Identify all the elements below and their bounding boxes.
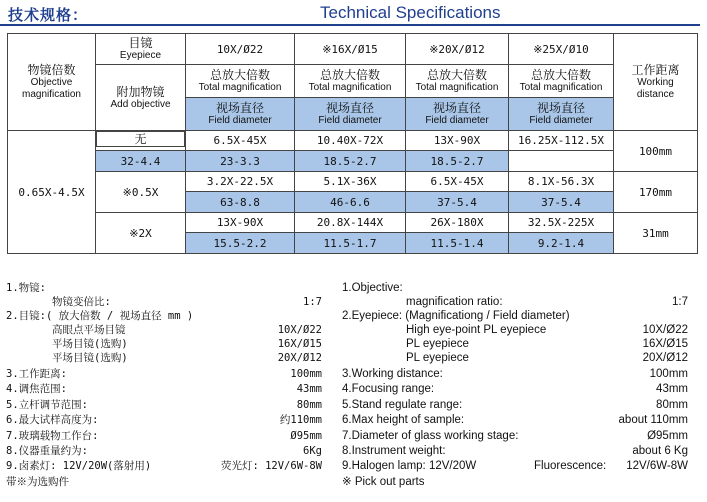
note-cn-label: 5.立杆调节范围: <box>6 399 88 411</box>
field-cell: 9.2-1.4 <box>509 233 614 254</box>
note-en-label: 4.Focusing range: <box>342 383 435 395</box>
mag-cell: 6.5X-45X <box>186 131 295 151</box>
note-cn-value: 荧光灯: 12V/6W-8W <box>220 460 322 472</box>
note-cn-value: 80mm <box>296 399 322 411</box>
note-cn-label: 6.最大试样高度为: <box>6 414 99 426</box>
note-cn-label: 9.卤素灯: 12V/20W(落射用) <box>6 460 152 472</box>
eyepiece-col-4: ※25X/Ø10 <box>509 34 614 65</box>
note-en-label: PL eyepiece <box>406 338 469 350</box>
mag-cell: 8.1X-56.3X <box>509 172 614 192</box>
note-cn-label: 平场目镜(选购) <box>52 338 128 350</box>
working-distance-value: 31mm <box>614 213 698 254</box>
field-diameter-header: 视场直径 Field diameter <box>295 98 406 131</box>
note-en-label: 1.Objective: <box>342 282 403 294</box>
objective-header: 物镜倍数 Objective magnification <box>8 34 96 131</box>
eyepiece-col-1: 10X/Ø22 <box>186 34 295 65</box>
total-mag-header: 总放大倍数 Total magnification <box>406 65 509 98</box>
note-cn-label: 1.物镜: <box>6 282 46 294</box>
mag-cell: 16.25X-112.5X <box>509 131 614 151</box>
note-en-label: 8.Instrument weight: <box>342 445 446 457</box>
field-cell: 37-5.4 <box>406 192 509 213</box>
field-cell: 23-3.3 <box>186 151 295 172</box>
note-cn-label: 物镜变倍比: <box>52 296 111 308</box>
note-en-label: magnification ratio: <box>406 296 503 308</box>
mag-cell: 32.5X-225X <box>509 213 614 233</box>
working-distance-value: 170mm <box>614 172 698 213</box>
total-mag-header: 总放大倍数 Total magnification <box>186 65 295 98</box>
note-en-label: ※ Pick out parts <box>342 476 425 488</box>
field-cell: 18.5-2.7 <box>295 151 406 172</box>
title-english: Technical Specifications <box>320 3 501 22</box>
field-cell: 11.5-1.4 <box>406 233 509 254</box>
total-mag-header: 总放大倍数 Total magnification <box>509 65 614 98</box>
note-en-value: 100mm <box>649 368 688 380</box>
working-distance-header: 工作距离 Working distance <box>614 34 698 131</box>
note-en-label: 5.Stand regulate range: <box>342 399 463 411</box>
title-underline <box>0 24 700 26</box>
note-en-label: Fluorescence: <box>534 460 607 472</box>
note-en-value: 16X/Ø15 <box>642 338 688 350</box>
note-en-label: 9.Halogen lamp: 12V/20W <box>342 460 477 472</box>
note-cn-value: 1:7 <box>303 296 322 308</box>
note-cn-value: 约110mm <box>279 414 322 426</box>
add-objective-2x: ※2X <box>96 213 186 254</box>
mag-cell: 26X-180X <box>406 213 509 233</box>
note-cn-label: 7.玻璃载物工作台: <box>6 430 99 442</box>
note-en-label: 6.Max height of sample: <box>342 414 465 426</box>
note-en-label: PL eyepiece <box>406 352 469 364</box>
note-en-value: 12V/6W-8W <box>626 460 688 472</box>
note-cn-value: 10X/Ø22 <box>277 324 322 336</box>
objective-range: 0.65X-4.5X <box>8 131 96 254</box>
mag-cell: 13X-90X <box>406 131 509 151</box>
mag-cell: 20.8X-144X <box>295 213 406 233</box>
field-diameter-header: 视场直径 Field diameter <box>509 98 614 131</box>
working-distance-value: 100mm <box>614 131 698 172</box>
note-en-value: 1:7 <box>672 296 688 308</box>
mag-cell: 5.1X-36X <box>295 172 406 192</box>
note-en-value: about 110mm <box>618 414 688 426</box>
field-diameter-header: 视场直径 Field diameter <box>186 98 295 131</box>
add-objective-none: 无 <box>96 131 185 147</box>
note-cn-label: 8.仪器重量约为: <box>6 445 88 457</box>
field-cell: 46-6.6 <box>295 192 406 213</box>
note-cn-value: Ø95mm <box>290 430 322 442</box>
eyepiece-header: 目镜 Eyepiece <box>96 34 186 65</box>
note-cn-label: 4.调焦范围: <box>6 383 67 395</box>
mag-cell: 10.40X-72X <box>295 131 406 151</box>
note-en-value: 10X/Ø22 <box>642 324 688 336</box>
note-cn-label: 带※为选购件 <box>6 476 69 488</box>
note-cn-value: 100mm <box>290 368 322 380</box>
eyepiece-col-2: ※16X/Ø15 <box>295 34 406 65</box>
spec-table <box>7 33 698 254</box>
note-cn-value: 20X/Ø12 <box>277 352 322 364</box>
field-cell: 11.5-1.7 <box>295 233 406 254</box>
total-mag-header: 总放大倍数 Total magnification <box>295 65 406 98</box>
note-en-value: 43mm <box>656 383 688 395</box>
note-en-value: Ø95mm <box>647 430 688 442</box>
field-cell: 37-5.4 <box>509 192 614 213</box>
note-cn-value: 16X/Ø15 <box>277 338 322 350</box>
field-cell: 15.5-2.2 <box>186 233 295 254</box>
add-objective-0.5x: ※0.5X <box>96 172 186 213</box>
eyepiece-col-3: ※20X/Ø12 <box>406 34 509 65</box>
note-en-value: 20X/Ø12 <box>642 352 688 364</box>
field-cell: 63-8.8 <box>186 192 295 213</box>
mag-cell: 3.2X-22.5X <box>186 172 295 192</box>
note-en-label: 7.Diameter of glass working stage: <box>342 430 519 442</box>
add-objective-header: 附加物镜 Add objective <box>96 65 186 131</box>
note-cn-label: 2.目镜:( 放大倍数 / 视场直径 mm ) <box>6 310 194 322</box>
note-cn-label: 高眼点平场目镜 <box>52 324 126 336</box>
mag-cell: 6.5X-45X <box>406 172 509 192</box>
note-en-label: 3.Working distance: <box>342 368 443 380</box>
note-en-label: High eye-point PL eyepiece <box>406 324 547 336</box>
note-en-label: 2.Eyepiece: (Magnificationg / Field diameter) <box>342 310 570 322</box>
title-chinese: 技术规格： <box>8 6 89 24</box>
field-cell: 32-4.4 <box>96 151 186 172</box>
field-diameter-header: 视场直径 Field diameter <box>406 98 509 131</box>
note-cn-label: 3.工作距离: <box>6 368 67 380</box>
note-cn-value: 43mm <box>296 383 322 395</box>
note-cn-label: 平场目镜(选购) <box>52 352 128 364</box>
note-cn-value: 6Kg <box>303 445 322 457</box>
mag-cell: 13X-90X <box>186 213 295 233</box>
note-en-value: about 6 Kg <box>632 445 688 457</box>
note-en-value: 80mm <box>656 399 688 411</box>
field-cell: 18.5-2.7 <box>406 151 509 172</box>
